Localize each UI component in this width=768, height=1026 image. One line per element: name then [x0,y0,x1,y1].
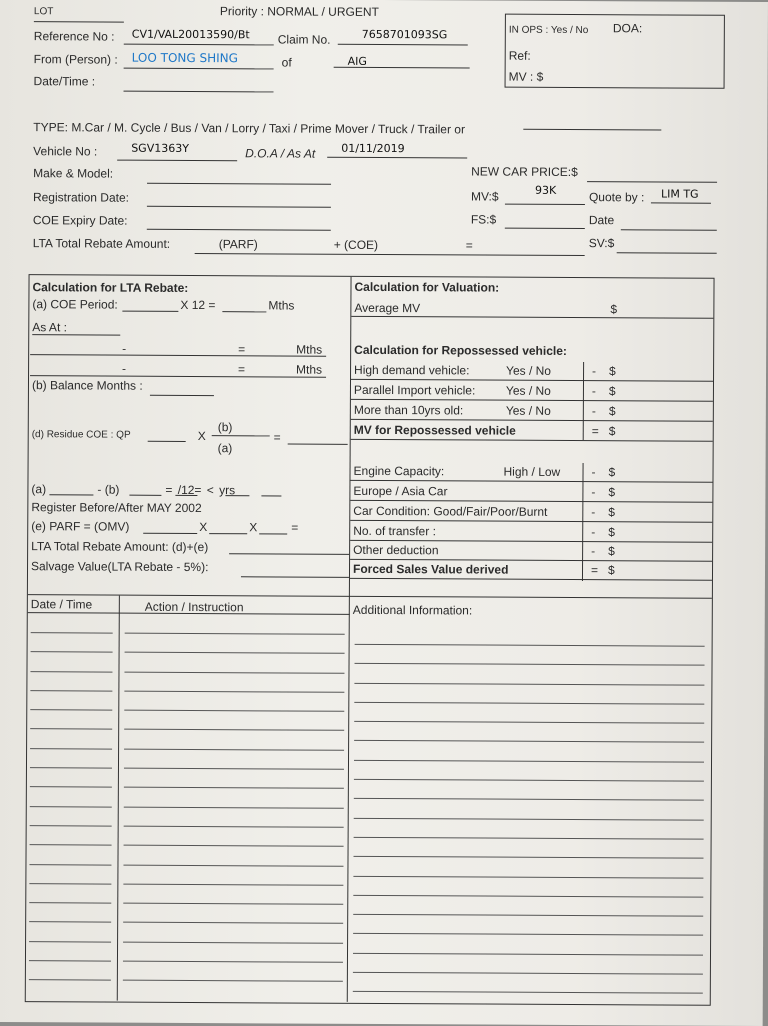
make-model-label: Make & Model: [33,166,114,181]
of-value: AIG [347,54,368,68]
register-label: Register Before/After MAY 2002 [31,500,202,516]
priority-label: Priority : NORMAL / URGENT [219,4,379,19]
date-time-header: Date / Time [30,597,93,612]
deduction-row-sign: - [591,485,596,500]
row2-equals: = [238,362,246,377]
datetime-label: Date/Time : [33,74,96,89]
residue-coe-label: (d) Residue COE : QP [31,429,131,441]
additional-info-header: Additional Information: [352,602,473,618]
vehicle-type-line: TYPE: M.Car / M. Cycle / Bus / Van / Lorry / Taxi / Prime Mover / Truck / Trailer or [33,120,466,137]
repossessed-row-option: Yes / No [506,363,552,378]
quote-by-value: LIM TG [660,187,699,201]
repossessed-row-label: More than 10yrs old: [353,402,464,418]
doa-as-at-value: 01/11/2019 [341,141,405,156]
deduction-row-sign: = [590,563,599,578]
coe-expiry-label: COE Expiry Date: [32,213,128,228]
formula-rest: = /12= < yrs [165,482,236,498]
repossessed-row-sign: = [591,424,599,439]
deduction-row-sign: - [591,505,596,520]
mv-value: 93K [534,183,557,197]
valuation-title: Calculation for Valuation: [354,279,500,295]
row2-dash: - [122,361,127,376]
average-mv-dollar: $ [610,302,618,317]
row1-dash: - [122,341,127,356]
residue-x: X [197,429,206,444]
doa-label: DOA: [612,21,643,36]
repossessed-row-sign: - [591,384,596,399]
deduction-row-label: Engine Capacity: [353,463,445,479]
repossessed-row-label: MV for Repossessed vehicle [353,422,516,438]
registration-label: Registration Date: [32,190,130,205]
parf-equals: = [291,520,299,535]
coe-period-label: (a) COE Period: [32,297,118,312]
formula-e-line [261,495,281,496]
fraction-a: (a) [217,441,233,456]
datetime-line [124,91,274,93]
repossessed-row-option: Yes / No [505,403,551,418]
deduction-row-label: No. of transfer : [353,523,436,539]
quote-by-line [651,202,711,203]
lot-line [34,21,124,22]
type-other-line [523,129,661,131]
lta-rebate-line [195,253,585,256]
parf-x1: X [199,520,208,535]
quote-by-label: Quote by : [588,190,645,205]
parf-formula-label: (e) PARF = (OMV) [31,519,130,534]
reference-value: CV1/VAL20013590/Bt [131,27,250,42]
claim-label: Claim No. [277,32,331,47]
claim-line [338,44,468,46]
fs-line [505,228,585,229]
deduction-row-dollar: $ [608,485,616,500]
deduction-row-label: Europe / Asia Car [353,483,448,499]
deduction-row-dollar: $ [608,505,616,520]
make-model-line [147,183,331,185]
deduction-row-label: Forced Sales Value derived [352,561,509,577]
formula-b-line [129,495,161,496]
coe-mths-label: Mths [268,298,295,313]
salvage-label: Salvage Value(LTA Rebate - 5%): [30,559,209,575]
average-mv-label: Average MV [354,300,421,316]
deduction-row-option: High / Low [503,464,561,479]
repossessed-title: Calculation for Repossessed vehicle: [354,342,567,358]
deduction-row-sign: - [591,465,596,480]
new-car-price-label: NEW CAR PRICE:$ [471,164,578,180]
mv-label: MV:$ [470,189,499,204]
date-label: Date [588,213,615,228]
deduction-row-dollar: $ [607,563,615,578]
formula-a: (a) [31,482,47,497]
vehicle-no-line [117,160,237,162]
as-at-label: As At : [32,320,68,335]
coe-label: + (COE) [333,237,379,252]
sv-label: SV:$ [588,236,615,251]
lta-total-label: LTA Total Rebate Amount: (d)+(e) [31,539,209,555]
deduction-row-sign: - [591,525,596,540]
reference-line [124,44,274,46]
deduction-row-label: Car Condition: Good/Fair/Poor/Burnt [353,503,548,519]
formula-d-line [225,495,249,496]
repossessed-row-sign: - [591,404,596,419]
formula-c-line [175,495,197,496]
lta-title: Calculation for LTA Rebate: [32,280,189,295]
balance-months-label: (b) Balance Months : [31,378,143,393]
sv-line [617,252,717,254]
deduction-row-label: Other deduction [353,542,439,558]
deduction-row-dollar: $ [608,525,615,540]
formula-b: - (b) [97,482,120,497]
deduction-row-sign: - [591,544,596,559]
reference-label: Reference No : [33,29,115,44]
vehicle-no-value: SGV1363Y [131,141,190,155]
action-header: Action / Instruction [144,599,244,615]
parf-label: (PARF) [218,237,258,252]
repossessed-row-label: High demand vehicle: [354,362,470,378]
repossessed-row-label: Parallel Import vehicle: [353,382,476,398]
ops-mv-label: MV : $ [508,69,544,84]
registration-line [147,206,331,208]
new-car-price-line [587,181,717,183]
date-line [621,229,717,231]
doa-line [327,157,467,159]
from-value: LOO TONG SHING [131,50,239,66]
from-line [124,68,274,70]
row2-mths: Mths [296,362,323,377]
repossessed-row-dollar: $ [608,404,616,419]
repossessed-row-dollar: $ [608,384,616,399]
mv-line [505,204,585,205]
repossessed-row-sign: - [592,364,597,379]
parf-pct-line [209,533,247,534]
deduction-row-dollar: $ [608,465,616,480]
fraction-b: (b) [217,420,233,435]
in-ops-label: IN OPS : Yes / No [508,24,589,37]
parf-factor-line [259,533,287,534]
from-label: From (Person) : [33,52,118,67]
fs-label: FS:$ [470,212,497,227]
of-label: of [281,55,292,70]
lta-rebate-label: LTA Total Rebate Amount: [32,236,171,251]
repossessed-row-option: Yes / No [505,383,551,398]
claim-value: 7658701093SG [361,27,448,42]
repossessed-row-dollar: $ [608,424,616,439]
vehicle-no-label: Vehicle No : [33,144,98,159]
doa-as-at-label: D.O.A / As At [245,146,316,161]
residue-qp-line [148,441,186,442]
parf-x2: X [249,520,258,535]
deduction-row-dollar: $ [608,544,615,559]
residue-equals: = [273,430,281,445]
x12-label: X 12 = [180,297,216,313]
ops-ref-label: Ref: [508,48,531,63]
coe-expiry-line [147,229,331,231]
of-line [334,67,470,69]
repossessed-row-dollar: $ [609,364,616,379]
row1-equals: = [238,342,246,357]
lot-label: LOT [33,6,54,18]
row1-mths: Mths [296,342,323,357]
rebate-equals: = [465,238,473,253]
